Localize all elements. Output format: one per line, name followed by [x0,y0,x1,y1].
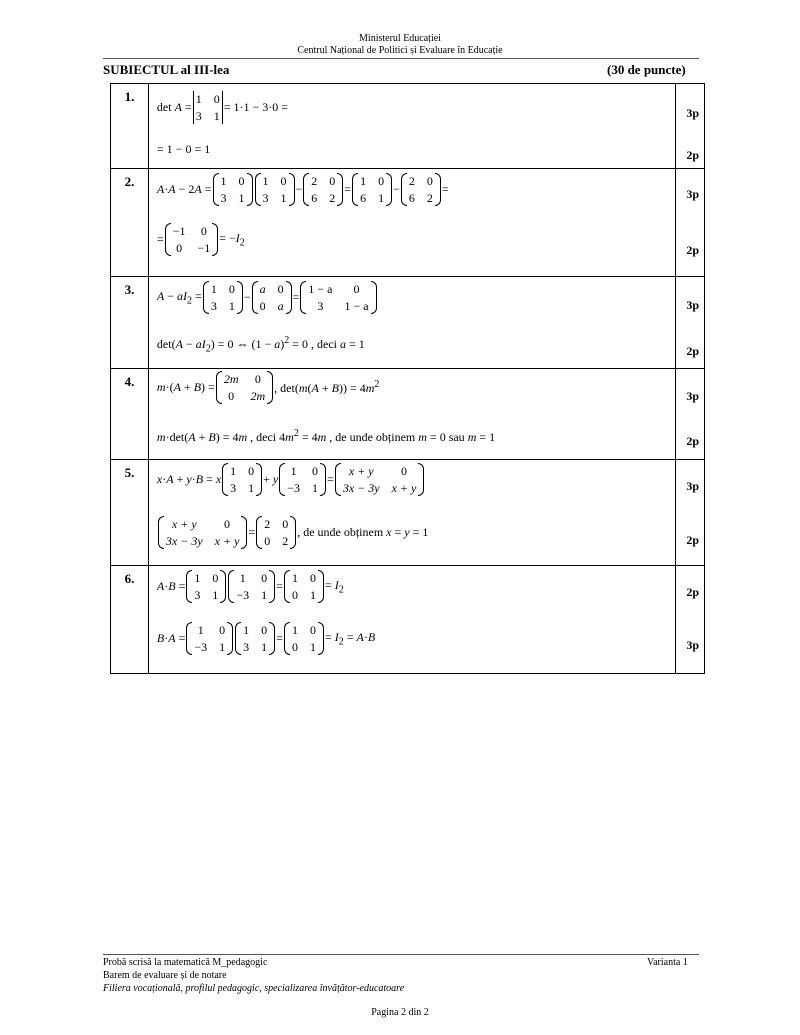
subject-title: SUBIECTUL al III-lea [103,62,230,77]
footer-rule [103,954,699,955]
solution-line: x·A + y·B = x 1 0 3 1 + y 1 0 −3 1 = x + y 0 3x − 3y x + y [157,463,425,496]
item-number: 4. [111,369,149,460]
scoring-table [110,83,705,674]
solution-line: $\det(A - aI_2) = 0$ ⇔ $(1 - a)^2 = 0$ , deci a = 1 [156,335,365,355]
item-row-3 [111,277,705,369]
header-center: Centrul Național de Politici și Evaluare în Educație [297,45,503,56]
score-cell [676,84,705,169]
solution-line: det A = 1 0 3 1 = 1·1 − 3·0 = [156,92,288,123]
points-value: 2p [686,533,699,547]
points-value: 2p [686,585,699,599]
item-row-5 [111,460,705,566]
solution-line: = −1 0 0 −1 = $-I_2$ [156,224,245,255]
footer-track: Filiera vocațională, profilul pedagogic, specializarea învățător-educatoare [103,983,405,994]
item-number: 5. [111,460,149,566]
solution-line: A·B = 1 0 3 1 1 0 −3 1 = 1 0 0 1 = $I_2$ [156,571,344,602]
footer-exam: Probă scrisă la matematică M_pedagogic [103,957,268,968]
solution-line: x + y 0 3x − 3y x + y = 2 0 0 2 , de unde obținem x = y = 1 [157,516,428,549]
item-number: 6. [111,566,149,674]
item-number: 1. [111,84,149,169]
score-cell [676,566,705,674]
solution-line: m·det(A + B) = 4m , deci $4m^2 = 4m$ , de unde obținem m = 0 sau m = 1 [156,428,496,444]
points-value: 3p [686,638,699,652]
score-cell [676,277,705,369]
item-content [148,460,675,566]
item-content [148,566,675,674]
points-value: 2p [686,434,699,448]
item-content [148,369,675,460]
points-value: 2p [686,243,699,257]
solution-line: $A - aI_2$ = 1 0 3 1 − a 0 0 a = 1 − a 0 3 1 − a [157,281,378,314]
solution-line: = 1 − 0 = 1 [156,142,211,156]
item-number: 3. [111,277,149,369]
subject-points: (30 de puncte) [607,62,686,77]
item-row-6 [111,566,705,674]
item-content [148,277,675,369]
score-cell [676,369,705,460]
points-value: 2p [686,344,699,358]
footer-variant: Varianta 1 [647,957,688,968]
points-value: 3p [686,106,699,120]
points-value: 3p [686,389,699,403]
item-content [148,84,675,169]
header-ministry: Ministerul Educației [359,33,441,44]
item-number: 2. [111,169,149,277]
page-number: Pagina 2 din 2 [371,1007,429,1018]
footer-barem: Barem de evaluare și de notare [103,970,227,981]
solution-line: m·(A + B) = 2m 0 0 2m , $\det(m(A + B)) = 4m^2$ [156,372,380,403]
item-row-2 [111,169,705,277]
header-rule [103,58,699,59]
item-row-1 [111,84,705,169]
score-cell [676,460,705,566]
points-value: 3p [686,479,699,493]
solution-line: A·A − 2A = 1 0 3 1 1 0 3 1 − 2 0 6 2 = 1 0 6 1 − 2 0 6 2 = [156,174,449,205]
points-value: 3p [686,298,699,312]
points-value: 2p [686,148,699,162]
solution-line: B·A = 1 0 −3 1 1 0 3 1 = 1 0 0 1 = $I_2 = A\cdot B$ [156,623,376,654]
points-value: 3p [686,187,699,201]
item-row-4 [111,369,705,460]
item-content [148,169,675,277]
score-cell [676,169,705,277]
